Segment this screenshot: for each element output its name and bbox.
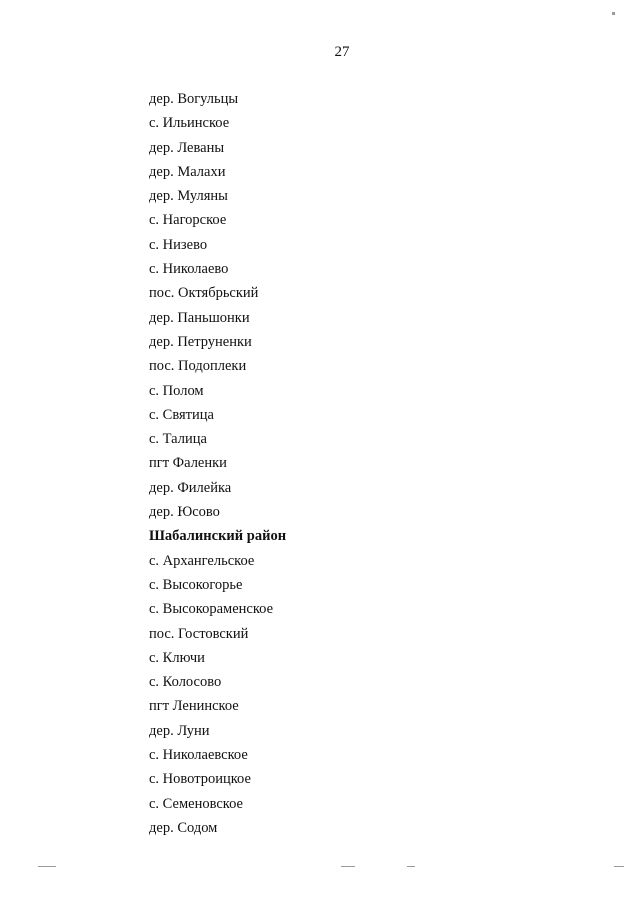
scan-speck <box>612 12 615 15</box>
settlement-item: пос. Октябрьский <box>149 285 259 302</box>
scan-speck <box>614 866 624 867</box>
settlement-item: с. Талица <box>149 431 207 448</box>
settlement-item: пос. Гостовский <box>149 625 249 642</box>
settlement-item: с. Высокогорье <box>149 576 243 593</box>
settlement-item: дер. Петруненки <box>149 333 252 350</box>
settlement-item: дер. Паньшонки <box>149 309 250 326</box>
settlement-item: дер. Вогульцы <box>149 91 239 107</box>
settlement-item: с. Высокораменское <box>149 601 274 618</box>
settlement-item: пос. Подоплеки <box>149 358 247 375</box>
settlement-item: с. Архангельское <box>149 552 255 569</box>
district-heading: Шабалинский район <box>149 528 287 545</box>
settlement-item: с. Новотроицкое <box>149 771 251 788</box>
settlement-item: дер. Юсово <box>149 504 220 521</box>
settlement-item: дер. Содом <box>149 819 218 836</box>
settlement-list <box>149 89 286 842</box>
page-number: 27 <box>334 44 350 60</box>
settlement-item: с. Святица <box>149 406 214 423</box>
scan-speck <box>341 866 355 867</box>
settlement-item: с. Нагорское <box>149 212 227 229</box>
settlement-item: с. Николаево <box>149 261 229 278</box>
settlement-item: с. Николаевское <box>149 747 248 764</box>
settlement-item: дер. Малахи <box>149 163 226 180</box>
settlement-item: пгт Ленинское <box>149 698 239 715</box>
settlement-item: дер. Луни <box>149 722 210 739</box>
settlement-item: с. Низево <box>149 236 208 253</box>
settlement-item: с. Ключи <box>149 649 205 666</box>
settlement-item: с. Ильинское <box>149 115 230 132</box>
settlement-item: дер. Муляны <box>149 188 228 205</box>
scan-speck <box>407 866 415 867</box>
settlement-item: дер. Филейка <box>149 479 232 496</box>
settlement-item: с. Колосово <box>149 674 222 691</box>
settlement-item: с. Семеновское <box>149 795 243 812</box>
settlement-item: дер. Леваны <box>149 139 225 156</box>
settlement-item: с. Полом <box>149 382 204 399</box>
settlement-item: пгт Фаленки <box>149 455 227 472</box>
scan-speck <box>38 866 56 867</box>
